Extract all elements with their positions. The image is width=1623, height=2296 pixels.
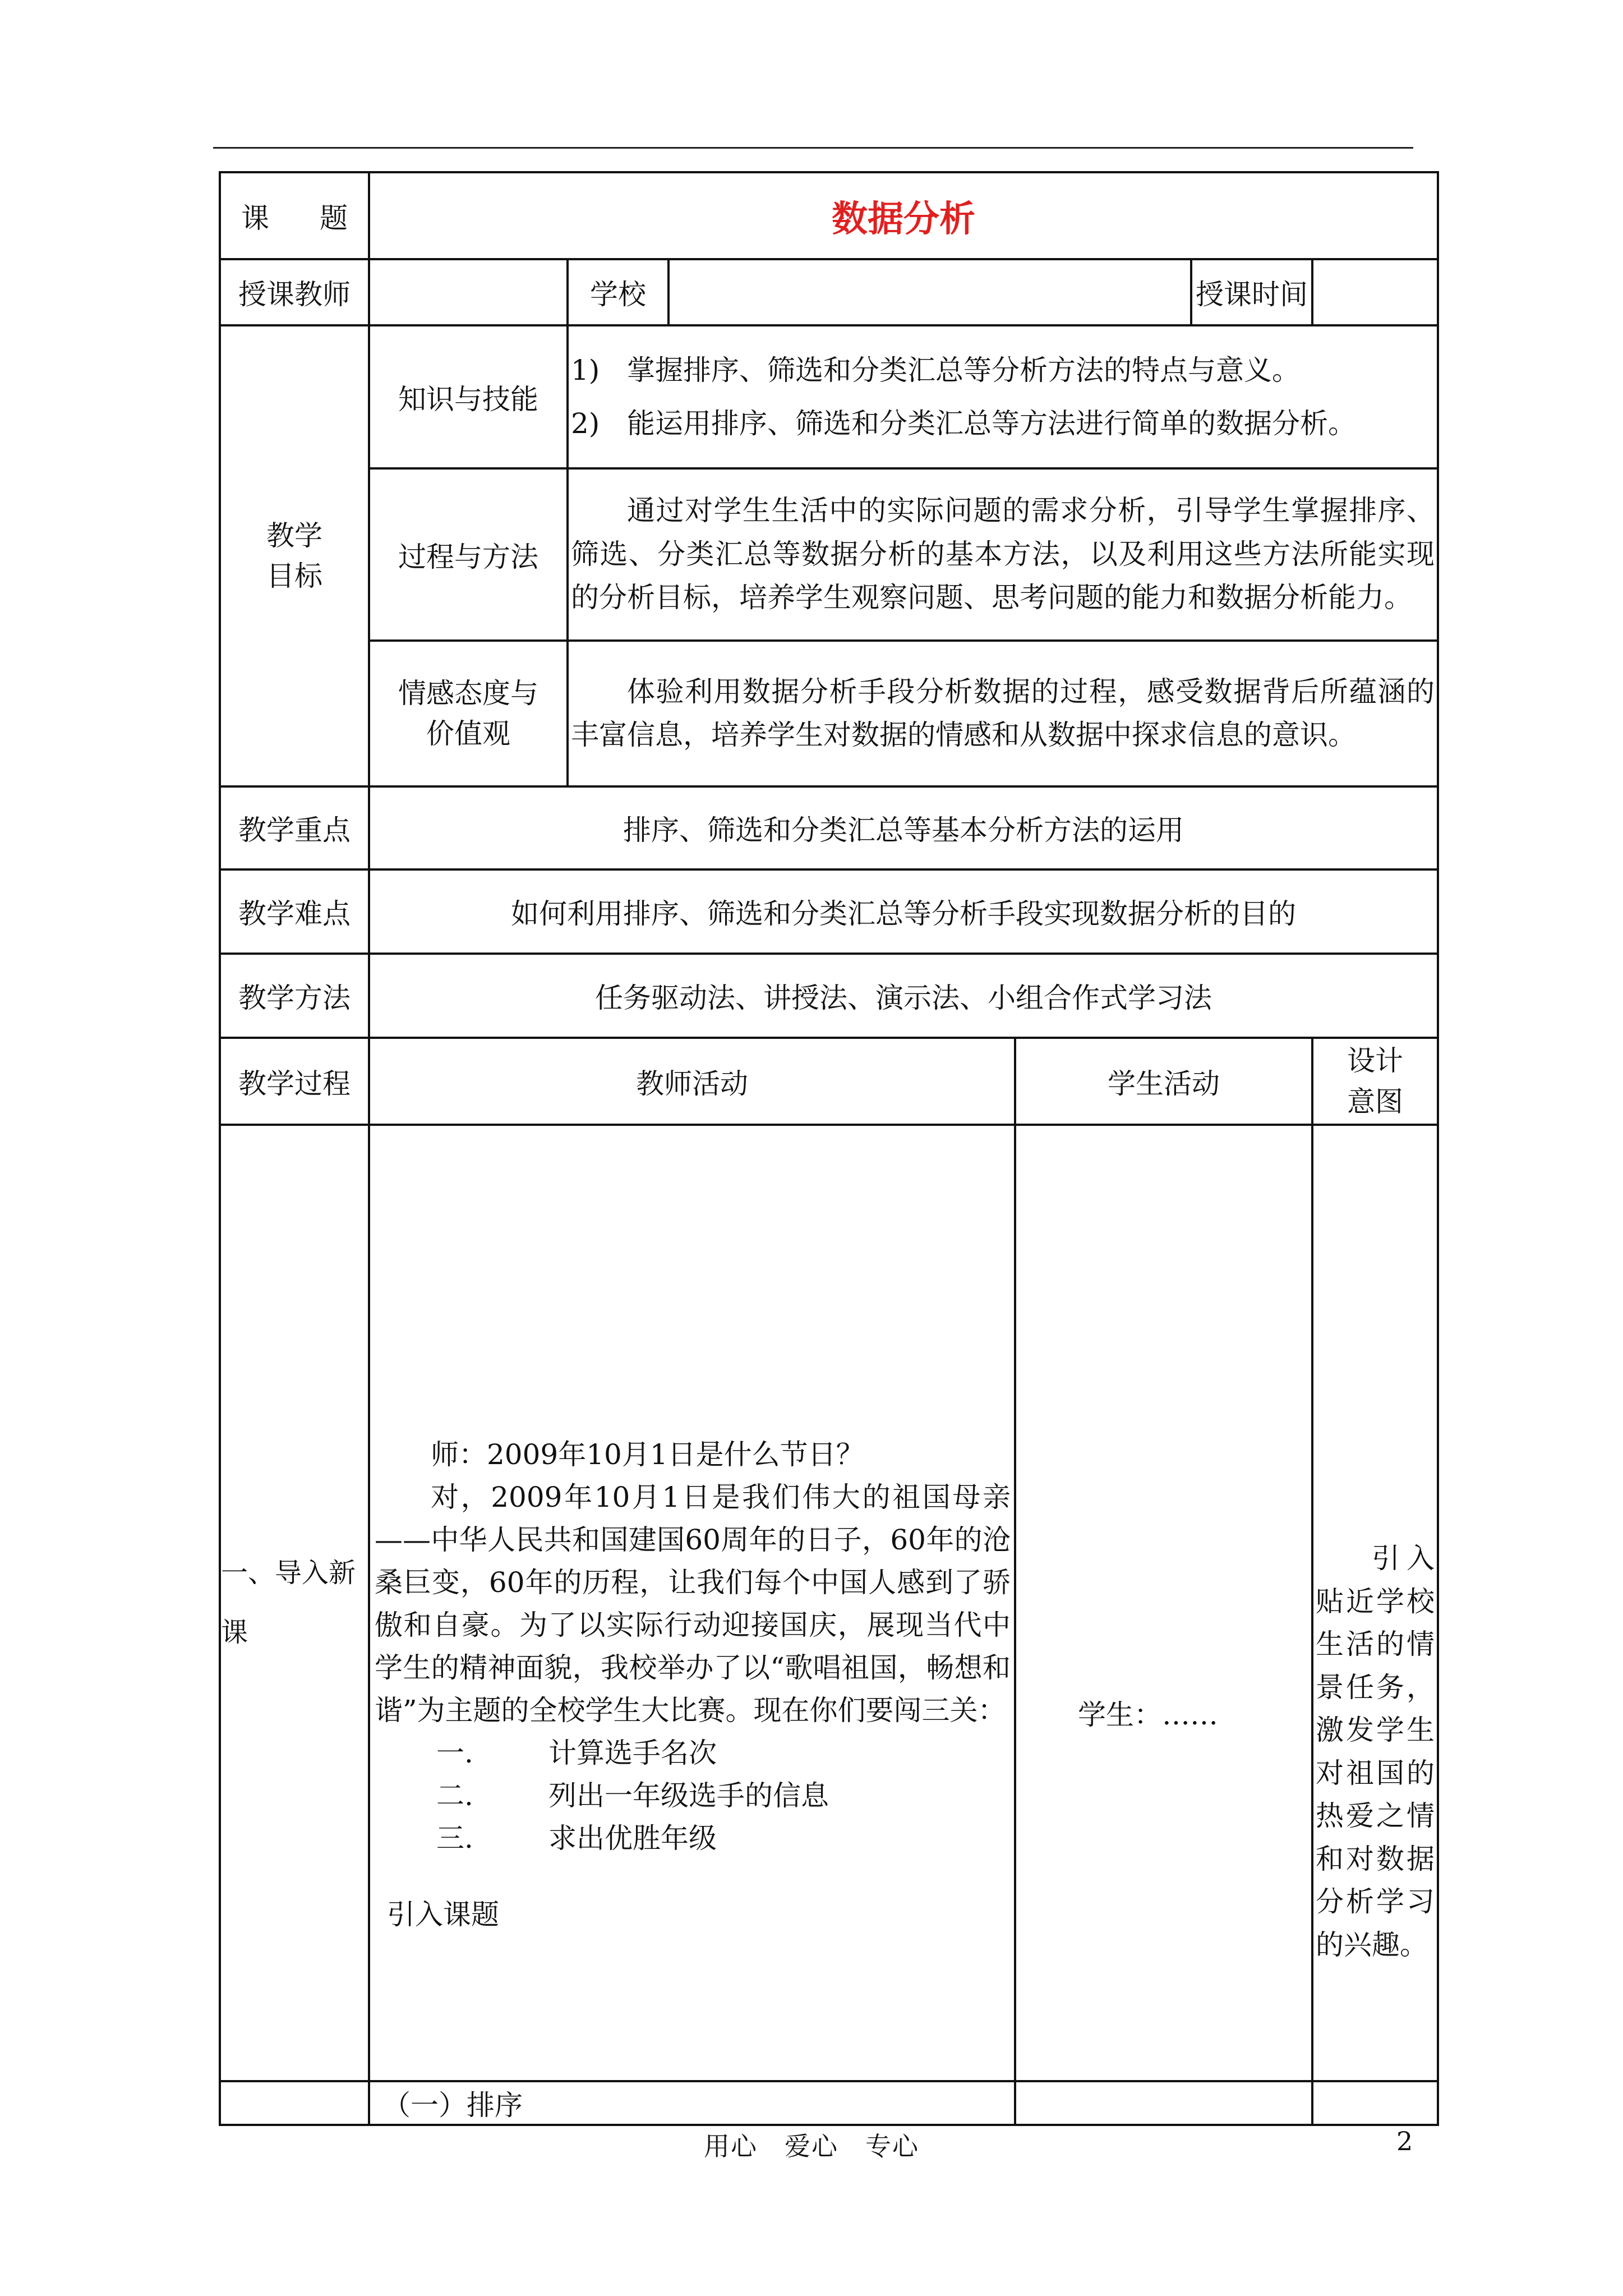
intro-teacher-activity bbox=[369, 1125, 1015, 2081]
lesson-title: 数据分析 bbox=[369, 172, 1438, 259]
knowledge-content bbox=[568, 325, 1438, 468]
key-point-label: 教学重点 bbox=[220, 786, 369, 869]
row-objective-knowledge bbox=[220, 325, 1438, 468]
teacher-value bbox=[369, 259, 568, 325]
knowledge-item: 1) 掌握排序、筛选和分类汇总等分析方法的特点与意义。 bbox=[571, 353, 1300, 386]
design-intent-header: 设计 意图 bbox=[1312, 1038, 1438, 1125]
objectives-label-line1: 教学 bbox=[266, 519, 322, 552]
intro-student-activity bbox=[1015, 1125, 1312, 2081]
attitude-content: 体验利用数据分析手段分析数据的过程，感受数据背后所蕴涵的丰富信息，培养学生对数据的情感和从数据中探求信息的意识。 bbox=[568, 641, 1438, 786]
time-label: 授课时间 bbox=[1191, 259, 1312, 325]
objectives-label-line2: 目标 bbox=[266, 560, 322, 592]
list-item: 三. 求出优胜年级 bbox=[436, 1821, 717, 1855]
difficulty-text: 如何利用排序、筛选和分类汇总等分析手段实现数据分析的目的 bbox=[369, 869, 1438, 954]
stage-header: 教学过程 bbox=[220, 1038, 369, 1125]
task-list bbox=[375, 1732, 1011, 1860]
row-objective-process bbox=[220, 468, 1438, 641]
lesson-plan-table bbox=[219, 171, 1439, 2126]
row-topic bbox=[220, 172, 1438, 259]
list-item: 二. 列出一年级选手的信息 bbox=[436, 1779, 829, 1812]
teacher-narrative: 对，2009年10月1日是我们伟大的祖国母亲——中华人民共和国建国60周年的日子，60年的沧桑巨变，60年的历程，让我们每个中国人感到了骄傲和自豪。为了以实际行动迎接国庆，展现当代中学生的精神面貌，我校举办了以“歌唱祖国，畅想和谐”为主题的全校学生大比赛。现在你们要闯三关： bbox=[375, 1480, 1011, 1727]
school-label: 学校 bbox=[568, 259, 668, 325]
header-rule bbox=[213, 147, 1413, 149]
row-key-point bbox=[220, 786, 1438, 869]
method-label: 教学方法 bbox=[220, 954, 369, 1038]
page-number: 2 bbox=[1396, 2126, 1413, 2156]
teacher-question: 师：2009年10月1日是什么节日？ bbox=[431, 1438, 864, 1471]
school-value bbox=[668, 259, 1191, 325]
row-teacher-info bbox=[220, 259, 1438, 325]
lead-in-topic: 引入课题 bbox=[387, 1898, 499, 1931]
row-objective-attitude bbox=[220, 641, 1438, 786]
intro-design-intent: 引入贴近学校生活的情景任务，激发学生对祖国的热爱之情和对数据分析学习的兴趣。 bbox=[1312, 1125, 1438, 2081]
key-point-text: 排序、筛选和分类汇总等基本分析方法的运用 bbox=[369, 786, 1438, 869]
knowledge-item: 2) 能运用排序、筛选和分类汇总等方法进行简单的数据分析。 bbox=[571, 407, 1356, 440]
next-stage-cell bbox=[220, 2081, 369, 2125]
student-activity-header: 学生活动 bbox=[1015, 1038, 1312, 1125]
knowledge-label: 知识与技能 bbox=[369, 325, 568, 468]
method-text: 任务驱动法、讲授法、演示法、小组合作式学习法 bbox=[369, 954, 1438, 1038]
process-content: 通过对学生生活中的实际问题的需求分析，引导学生掌握排序、筛选、分类汇总等数据分析的基本方法，以及利用这些方法所能实现的分析目标，培养学生观察问题、思考问题的能力和数据分析能力。 bbox=[568, 468, 1438, 641]
next-design-intent bbox=[1312, 2081, 1438, 2125]
intro-stage-label: 一、导入新课 bbox=[220, 1125, 369, 2081]
list-item: 一. 计算选手名次 bbox=[436, 1736, 717, 1769]
topic-label: 课 题 bbox=[241, 201, 348, 234]
attitude-label: 情感态度与 价值观 bbox=[369, 641, 568, 786]
row-process-header bbox=[220, 1038, 1438, 1125]
row-next-section bbox=[220, 2081, 1438, 2125]
time-value bbox=[1312, 259, 1438, 325]
topic-label-cell bbox=[220, 172, 369, 259]
next-teacher-activity: （一）排序 bbox=[369, 2081, 1015, 2125]
process-label: 过程与方法 bbox=[369, 468, 568, 641]
next-student-activity bbox=[1015, 2081, 1312, 2125]
footer-motto: 用心 爱心 专心 bbox=[704, 2131, 919, 2161]
row-intro bbox=[220, 1125, 1438, 2081]
objectives-label bbox=[220, 325, 369, 786]
row-method bbox=[220, 954, 1438, 1038]
teacher-activity-header: 教师活动 bbox=[369, 1038, 1015, 1125]
difficulty-label: 教学难点 bbox=[220, 869, 369, 954]
row-difficulty bbox=[220, 869, 1438, 954]
student-response: 学生：…… bbox=[1078, 1698, 1218, 1731]
teacher-label: 授课教师 bbox=[220, 259, 369, 325]
